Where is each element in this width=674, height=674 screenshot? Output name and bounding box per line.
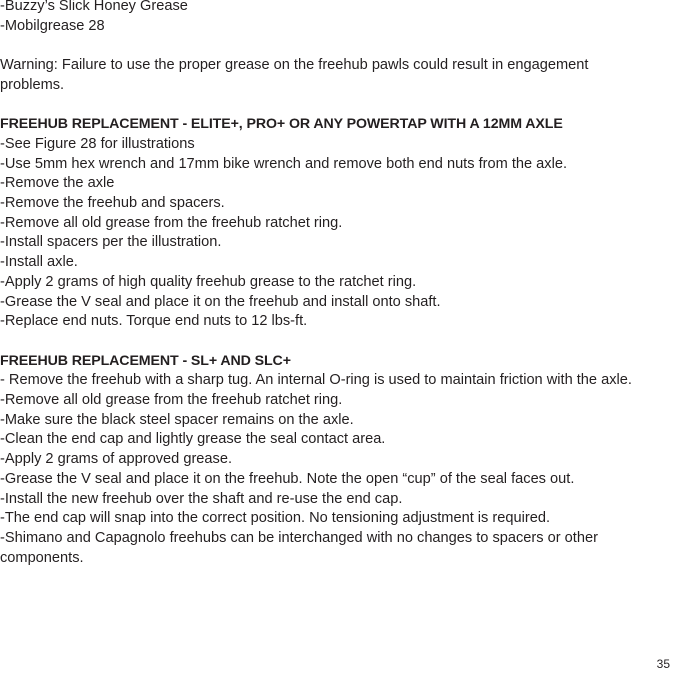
step-item: -Make sure the black steel spacer remains on the axle.	[0, 411, 354, 428]
grease-list	[0, 0, 660, 36]
step-item: -Remove all old grease from the freehub ratchet ring.	[0, 214, 343, 231]
page-number: 35	[656, 657, 670, 671]
section-heading: FREEHUB REPLACEMENT - SL+ AND SLC+	[0, 352, 291, 369]
step-item: -Shimano and Capagnolo freehubs can be interchanged with no changes to spacers or other components.	[0, 529, 598, 566]
step-item: -Apply 2 grams of approved grease.	[0, 451, 233, 468]
step-item: -Clean the end cap and lightly grease the seal contact area.	[0, 431, 386, 448]
spacer	[0, 96, 660, 116]
grease-item: -Buzzy’s Slick Honey Grease	[0, 0, 188, 14]
step-item: -Remove all old grease from the freehub ratchet ring.	[0, 392, 343, 409]
step-item: -Install the new freehub over the shaft and re-use the end cap.	[0, 490, 403, 507]
step-item: -Grease the V seal and place it on the freehub and install onto shaft.	[0, 293, 441, 310]
grease-item: -Mobilgrease 28	[0, 17, 105, 34]
step-item: -The end cap will snap into the correct position. No tensioning adjustment is required.	[0, 510, 550, 527]
step-item: -See Figure 28 for illustrations	[0, 135, 195, 152]
step-item: -Remove the axle	[0, 175, 115, 192]
step-item: -Grease the V seal and place it on the freehub. Note the open “cup” of the seal faces out.	[0, 470, 575, 487]
step-item: -Use 5mm hex wrench and 17mm bike wrench and remove both end nuts from the axle.	[0, 155, 567, 172]
step-item: -Apply 2 grams of high quality freehub grease to the ratchet ring.	[0, 273, 417, 290]
step-item: - Remove the freehub with a sharp tug. An internal O-ring is used to maintain friction with the axle.	[0, 372, 632, 389]
spacer	[0, 332, 660, 352]
warning-text: Warning: Failure to use the proper grease on the freehub pawls could result in engagement problems.	[0, 57, 589, 93]
step-item: -Install spacers per the illustration.	[0, 234, 222, 251]
step-item: -Remove the freehub and spacers.	[0, 195, 225, 211]
spacer	[0, 36, 660, 56]
section-elite-pro	[0, 115, 660, 332]
step-item: -Install axle.	[0, 254, 78, 271]
section-sl-slc	[0, 352, 660, 569]
step-item: -Replace end nuts. Torque end nuts to 12 lbs-ft.	[0, 313, 308, 330]
section-heading: FREEHUB REPLACEMENT - ELITE+, PRO+ OR ANY POWERTAP WITH A 12MM AXLE	[0, 116, 563, 133]
